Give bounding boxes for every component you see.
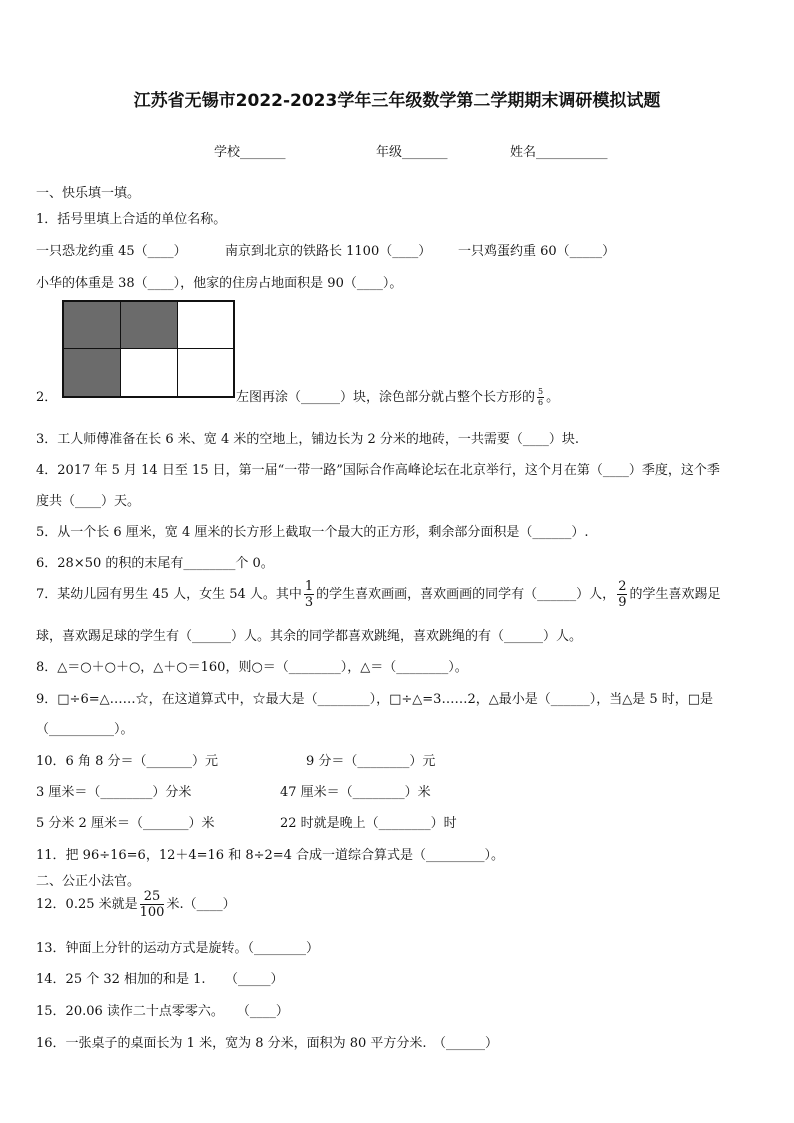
question-11: 11．把 96÷16=6，12＋4=16 和 8÷2=4 合成一道综合算式是（_________）。: [36, 848, 505, 863]
rectangle-grid-figure: [62, 300, 235, 398]
question-9b: （__________）。: [36, 722, 134, 737]
question-1b: 南京到北京的铁路长 1100（____）: [225, 244, 432, 259]
section-1-heading: 一、快乐填一填。: [36, 186, 141, 201]
question-2-number: 2．: [36, 390, 58, 405]
section-2-heading: 二、公正小法官。: [36, 874, 141, 889]
grid-cell-empty: [177, 348, 234, 397]
school-field: 学校_______: [214, 145, 286, 160]
question-7b: 球，喜欢踢足球的学生有（______）人。其余的同学都喜欢跳绳，喜欢跳绳的有（______）人。: [36, 629, 583, 644]
question-9a: 9．□÷6=△……☆，在这道算式中，☆最大是（________），□÷△=3……2，△最小是（______），当△是 5 时，□是: [36, 692, 714, 707]
grade-field: 年级_______: [376, 145, 448, 160]
question-6: 6．28×50 的积的末尾有________个 0。: [36, 556, 274, 571]
grid-cell-shaded: [63, 301, 121, 349]
page-title: 江苏省无锡市2022-2023学年三年级数学第二学期期末调研模拟试题: [133, 91, 661, 111]
question-4a: 4．2017 年 5 月 14 日至 15 日，第一届“一带一路”国际合作高峰论坛在北京举行，这个月在第（____）季度，这个季: [36, 463, 720, 478]
fraction-25-over-100: $\frac{25}{100}$: [139, 889, 165, 920]
question-1: 1．括号里填上合适的单位名称。: [36, 212, 227, 227]
question-10b: 9 分＝（________）元: [306, 754, 436, 769]
grid-cell-empty: [177, 301, 234, 349]
fraction-five-sixths: $\frac{5}{6}$: [538, 387, 544, 407]
question-10a: 10．6 角 8 分＝（_______）元: [36, 754, 218, 769]
question-5: 5．从一个长 6 厘米，宽 4 厘米的长方形上截取一个最大的正方形，剩余部分面积是（______）.: [36, 525, 589, 540]
fraction-two-ninths: $\frac{2}{9}$: [618, 579, 627, 610]
question-4b: 度共（____）天。: [36, 494, 141, 509]
question-1d: 小华的体重是 38（____），他家的住房占地面积是 90（____）。: [36, 276, 403, 291]
question-10f: 22 时就是晚上（________）时: [280, 816, 457, 831]
question-14: 14．25 个 32 相加的和是 1. （_____）: [36, 972, 284, 987]
question-15: 15．20.06 读作二十点零零六。 （____）: [36, 1004, 289, 1019]
grid-cell-shaded: [63, 348, 121, 397]
question-7a: 7．某幼儿园有男生 45 人，女生 54 人。其中 $\frac{1}{3}$ 的学生喜欢画画，喜欢画画的同学有（______）人， $\frac{2}{9}$ 的学生喜欢踢足: [36, 579, 721, 610]
question-10e: 5 分米 2 厘米＝（_______）米: [36, 816, 215, 831]
question-2: 左图再涂（______）块，涂色部分就占整个长方形的 $\frac{5}{6}$ 。: [236, 387, 560, 407]
question-10c: 3 厘米＝（________）分米: [36, 785, 192, 800]
question-1c: 一只鸡蛋约重 60（_____）: [458, 244, 616, 259]
question-1a: 一只恐龙约重 45（____）: [36, 244, 187, 259]
fraction-one-third: $\frac{1}{3}$: [304, 579, 314, 610]
question-10d: 47 厘米＝（________）米: [280, 785, 431, 800]
name-field: 姓名___________: [510, 145, 608, 160]
grid-cell-empty: [120, 348, 178, 397]
question-8: 8．△＝○＋○＋○，△＋○＝160，则○＝（________），△＝（________）。: [36, 660, 468, 675]
grid-cell-shaded: [120, 301, 178, 349]
question-13: 13．钟面上分针的运动方式是旋转。（________）: [36, 941, 320, 956]
question-3: 3．工人师傅准备在长 6 米、宽 4 米的空地上，铺边长为 2 分米的地砖，一共需要（____）块.: [36, 432, 580, 447]
question-16: 16．一张桌子的桌面长为 1 米，宽为 8 分米，面积为 80 平方分米. （______）: [36, 1036, 499, 1051]
question-2-text: 左图再涂（______）块，涂色部分就占整个长方形的: [236, 390, 536, 405]
question-12: 12．0.25 米就是 $\frac{25}{100}$ 米.（____）: [36, 889, 236, 920]
